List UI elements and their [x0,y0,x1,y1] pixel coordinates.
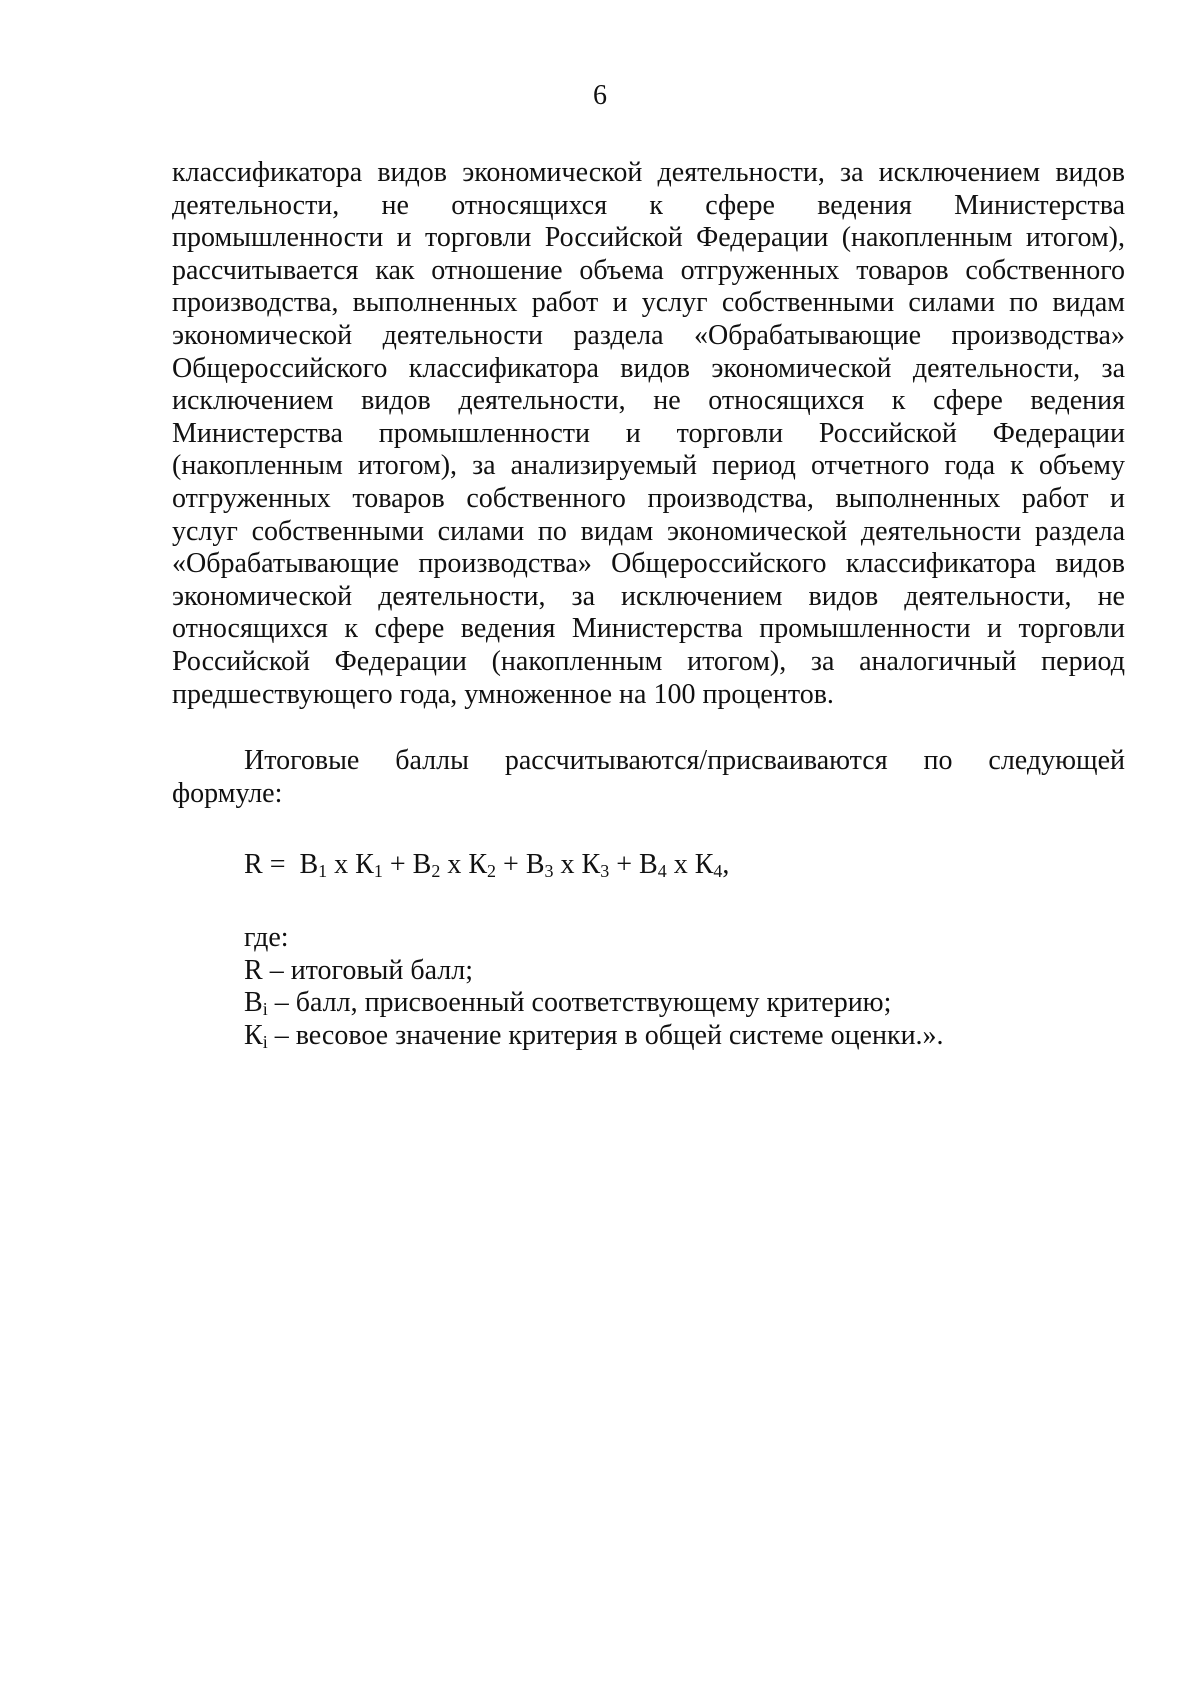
formula-separator: , [722,849,730,881]
formula-term [639,849,729,880]
text-line: относящихся к сфере ведения Министерства промышленности и торговли [172,613,1125,645]
text-line: деятельности, не относящихся к сфере ведения Министерства [172,189,1125,221]
legend-symbol: В [244,987,263,1019]
text-line: предшествующего года, умноженное на 100 процентов. [172,678,834,710]
document-body [172,157,1125,1053]
formula-symbol-b: В [525,849,545,881]
formula-multiply: х [553,849,582,881]
page-number: 6 [593,80,607,111]
formula-symbol-b: В [639,849,658,881]
formula-symbol-b: В [299,849,319,881]
formula [172,848,1125,882]
formula-symbol-b: В [412,849,432,881]
formula-separator: + [496,849,526,881]
text-line: производства, выполненных работ и услуг собственными силами по видам [172,287,1125,319]
text-line: классификатора видов экономической деятельности, за исключением видов [172,157,1125,188]
text-line: экономической деятельности раздела «Обрабатывающие производства» [172,319,1125,351]
formula-symbol-k: К [355,849,374,881]
legend-where: где: [244,922,289,954]
legend-symbol: К [244,1020,263,1052]
legend-text: – весовое значение критерия в общей системе оценки.». [267,1020,944,1052]
formula-term [299,849,412,880]
formula-symbol-k: К [694,849,714,881]
formula-term [526,849,639,880]
formula-subscript: 4 [657,861,667,882]
formula-subscript: 1 [318,861,328,882]
formula-subscript: 4 [713,861,723,882]
legend-text: – балл, присвоенный соответствующему критерию; [267,987,892,1019]
formula-separator: + [382,849,413,881]
main-paragraph [172,157,1125,711]
formula-term [413,849,526,880]
text-line: экономической деятельности, за исключением видов деятельности, не [172,580,1125,612]
formula-subscript: 3 [600,861,610,882]
text-line: Общероссийского классификатора видов экономической деятельности, за [172,352,1125,384]
formula-legend [172,922,1125,1052]
formula-lhs: R [244,849,263,881]
formula-subscript: 1 [373,861,383,882]
formula-equals: = [262,849,293,881]
legend-subscript: i [262,1032,268,1053]
formula-multiply: х [327,849,356,881]
formula-subscript: 2 [487,861,497,882]
text-line: Итоговые баллы рассчитываются/присваиваются по следующей [244,745,1125,777]
legend-item-b [244,987,1125,1020]
formula-subscript: 2 [431,861,441,882]
text-line: услуг собственными силами по видам экономической деятельности раздела [172,515,1125,547]
formula-multiply: х [440,849,469,881]
formula-subscript: 3 [544,861,554,882]
text-line: исключением видов деятельности, не относящихся к сфере ведения [172,385,1125,417]
text-line: отгруженных товаров собственного производства, выполненных работ и [172,482,1125,514]
text-line: Министерства промышленности и торговли Российской Федерации [172,417,1125,449]
text-line: промышленности и торговли Российской Федерации (накопленным итогом), [172,222,1125,254]
text-line: рассчитывается как отношение объема отгруженных товаров собственного [172,254,1125,286]
formula-symbol-k: К [468,849,488,881]
formula-symbol-k: К [581,849,601,881]
formula-multiply: х [666,849,695,881]
text-line: Российской Федерации (накопленным итогом), за аналогичный период [172,645,1125,677]
legend-subscript: i [262,999,268,1020]
text-line: формуле: [172,777,283,809]
text-line: «Обрабатывающие производства» Общероссийского классификатора видов [172,548,1125,580]
text-line: (накопленным итогом), за анализируемый период отчетного года к объему [172,450,1125,482]
legend-symbol: R [244,954,263,986]
legend-item-r [244,955,1125,988]
intro-paragraph [172,745,1125,810]
legend-item-k [244,1020,1125,1053]
legend-text: – итоговый балл; [262,954,473,986]
formula-separator: + [609,849,639,881]
